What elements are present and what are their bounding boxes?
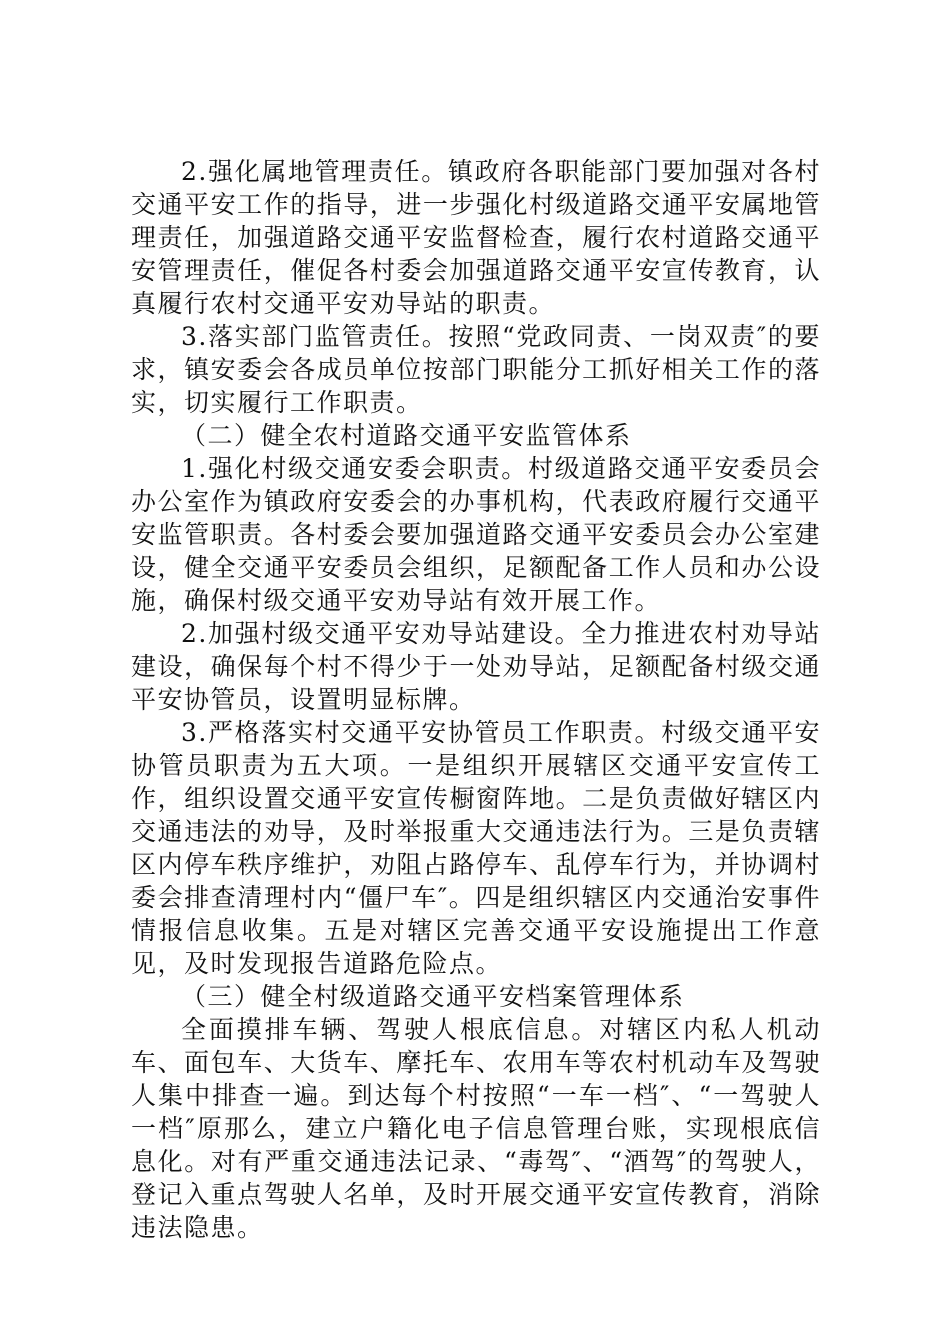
paragraph-persuasion-station: 2.加强村级交通平安劝导站建设。全力推进农村劝导站建设，确保每个村不得少于一处劝导站，足额配备村级交通平安协管员，设置明显标牌。 [131,619,821,714]
section-heading-supervision-system: （二）健全农村道路交通平安监管体系 [181,421,632,450]
paragraph-vehicle-driver-info: 全面摸排车辆、驾驶人根底信息。对辖区内私人机动车、面包车、大货车、摩托车、农用车等农村机动车及驾驶人集中排查一遍。到达每个村按照“一车一档″、“一驾驶人一档″原那么，建立户籍化电子信息管理台账，实现根底信息化。对有严重交通违法记录、“毒驾″、“酒驾″的驾驶人，登记入重点驾驶人名单，及时开展交通平安宣传教育，消除违法隐患。 [131,1015,821,1242]
paragraph-coordinator-duties: 3.严格落实村交通平安协管员工作职责。村级交通平安协管员职责为五大项。一是组织开展辖区交通平安宣传工作，组织设置交通平安宣传橱窗阵地。二是负责做好辖区内交通违法的劝导，及时举报重大交通违法行为。三是负责辖区内停车秩序维护，劝阻占路停车、乱停车行为，并协调村委会排查清理村内“僵尸车″。四是组织辖区内交通治安事件情报信息收集。五是对辖区完善交通平安设施提出工作意见，及时发现报告道路危险点。 [131,718,821,978]
section-heading-archive-system: （三）健全村级道路交通平安档案管理体系 [181,982,685,1011]
paragraph-department-supervision: 3.落实部门监管责任。按照“党政同责、一岗双责″的要求，镇安委会各成员单位按部门职能分工抓好相关工作的落实，切实履行工作职责。 [131,322,821,417]
paragraph-territorial-responsibility: 2.强化属地管理责任。镇政府各职能部门要加强对各村交通平安工作的指导，进一步强化村级道路交通平安属地管理责任，加强道路交通平安监督检查，履行农村道路交通平安管理责任，催促各村委会加强道路交通平安宣传教育，认真履行农村交通平安劝导站的职责。 [131,157,821,318]
paragraph-village-safety-committee: 1.强化村级交通安委会职责。村级道路交通平安委员会办公室作为镇政府安委会的办事机构，代表政府履行交通平安监管职责。各村委会要加强道路交通平安委员会办公室建设，健全交通平安委员会组织，足额配备工作人员和办公设施，确保村级交通平安劝导站有效开展工作。 [131,454,821,615]
document-body [131,155,821,1244]
